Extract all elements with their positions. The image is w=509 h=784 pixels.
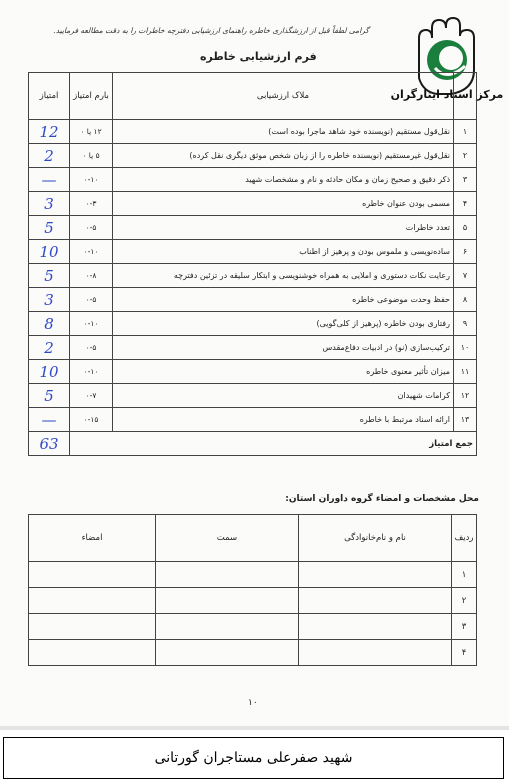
evaluation-row [29, 360, 477, 384]
jury-signature-cell[interactable] [29, 640, 156, 666]
row-number: ۱۳ [454, 408, 477, 432]
evaluation-header-row [29, 73, 477, 120]
jury-position-cell[interactable] [156, 588, 299, 614]
row-max-score: ۰-۱۰ [70, 240, 113, 264]
row-criteria: کرامات شهیدان [113, 384, 454, 408]
evaluation-row [29, 384, 477, 408]
jury-row-number: ۴ [452, 640, 477, 666]
row-score: 3 [29, 192, 70, 216]
header-criteria: ملاک ارزشیابی [113, 73, 454, 120]
row-max-score: ۰-۱۰ [70, 312, 113, 336]
row-number: ۱۱ [454, 360, 477, 384]
row-criteria: میزان تأثیر معنوی خاطره [113, 360, 454, 384]
row-max-score: ۰-۸ [70, 264, 113, 288]
row-score: — [29, 408, 70, 432]
row-criteria: مسمی بودن عنوان خاطره [113, 192, 454, 216]
evaluation-body [29, 120, 477, 432]
row-criteria: ذکر دقیق و صحیح زمان و مکان حادثه و نام و مشخصات شهید [113, 168, 454, 192]
row-number: ۹ [454, 312, 477, 336]
jury-header-num: ردیف [452, 515, 477, 562]
evaluation-row [29, 288, 477, 312]
row-criteria: حفظ وحدت موضوعی خاطره [113, 288, 454, 312]
jury-signature-cell[interactable] [29, 562, 156, 588]
row-max-score: ۰-۱۰ [70, 360, 113, 384]
evaluation-row [29, 336, 477, 360]
header-max: بارم امتیاز [70, 73, 113, 120]
evaluation-row [29, 216, 477, 240]
row-max-score: ۰-۵ [70, 336, 113, 360]
row-number: ۳ [454, 168, 477, 192]
jury-position-cell[interactable] [156, 614, 299, 640]
jury-row [29, 614, 477, 640]
row-number: ۸ [454, 288, 477, 312]
row-criteria: ترکیب‌سازی (نو) در ادبیات دفاع‌مقدس [113, 336, 454, 360]
row-score: 12 [29, 120, 70, 144]
jury-signature-cell[interactable] [29, 588, 156, 614]
jury-position-cell[interactable] [156, 640, 299, 666]
row-criteria: تعدد خاطرات [113, 216, 454, 240]
row-score: 5 [29, 384, 70, 408]
row-number: ۷ [454, 264, 477, 288]
jury-header-signature: امضاء [29, 515, 156, 562]
evaluation-row [29, 312, 477, 336]
total-label: جمع امتیاز [70, 432, 477, 456]
row-max-score: ۰-۱۵ [70, 408, 113, 432]
jury-position-cell[interactable] [156, 562, 299, 588]
row-max-score: ۰-۵ [70, 216, 113, 240]
evaluation-row [29, 264, 477, 288]
jury-row [29, 562, 477, 588]
total-row [29, 432, 477, 456]
jury-row [29, 588, 477, 614]
jury-table [28, 514, 477, 666]
row-max-score: ۰-۳ [70, 192, 113, 216]
row-max-score: ۰-۵ [70, 288, 113, 312]
row-score: 8 [29, 312, 70, 336]
jury-title: محل مشخصات و امضاء گروه داوران استان: [285, 494, 479, 504]
row-criteria: ارائه اسناد مرتبط با خاطره [113, 408, 454, 432]
jury-name-cell[interactable] [299, 588, 452, 614]
jury-name-cell[interactable] [299, 640, 452, 666]
page-number: ۱۰ [248, 698, 258, 708]
evaluation-row [29, 144, 477, 168]
jury-name-cell[interactable] [299, 562, 452, 588]
row-max-score: ۰-۱۰ [70, 168, 113, 192]
row-number: ۱۲ [454, 384, 477, 408]
row-number: ۶ [454, 240, 477, 264]
row-score: 5 [29, 264, 70, 288]
form-title: فرم ارزشیابی خاطره [200, 50, 317, 63]
evaluation-row [29, 168, 477, 192]
row-max-score: ۰-۷ [70, 384, 113, 408]
row-criteria: رعایت نکات دستوری و املایی به همراه خوشنویسی و ابتکار سلیقه در تزئین دفترچه [113, 264, 454, 288]
jury-row [29, 640, 477, 666]
evaluation-table [28, 72, 477, 456]
row-criteria: نقل‌قول غیرمستقیم (نویسنده خاطره را از زبان شخص موثق دیگری نقل کرده) [113, 144, 454, 168]
jury-name-cell[interactable] [299, 614, 452, 640]
jury-row-number: ۳ [452, 614, 477, 640]
row-number: ۲ [454, 144, 477, 168]
header-num [454, 73, 477, 120]
row-max-score: ۵ یا ۰ [70, 144, 113, 168]
jury-header-position: سمت [156, 515, 299, 562]
row-score: 10 [29, 240, 70, 264]
header-score: امتیاز [29, 73, 70, 120]
evaluation-row [29, 120, 477, 144]
jury-row-number: ۲ [452, 588, 477, 614]
jury-body [29, 562, 477, 666]
row-criteria: ساده‌نویسی و ملموس بودن و پرهیز از اطناب [113, 240, 454, 264]
row-criteria: رفتاری بودن خاطره (پرهیز از کلی‌گویی) [113, 312, 454, 336]
jury-row-number: ۱ [452, 562, 477, 588]
evaluation-row [29, 192, 477, 216]
row-score: 2 [29, 336, 70, 360]
row-score: 2 [29, 144, 70, 168]
instruction-note: گرامی لطفاً قبل از ارزشگذاری خاطره راهنمای ارزشیابی دفترچه خاطرات را به دقت مطالعه فرمایید. [53, 26, 369, 35]
total-score: 63 [29, 432, 70, 456]
row-score: 10 [29, 360, 70, 384]
row-max-score: ۱۲ یا ۰ [70, 120, 113, 144]
row-number: ۱۰ [454, 336, 477, 360]
row-score: 5 [29, 216, 70, 240]
evaluation-row [29, 240, 477, 264]
logo-text: مرکز اسناد ایثارگران [390, 88, 504, 101]
row-number: ۵ [454, 216, 477, 240]
row-criteria: نقل‌قول مستقیم (نویسنده خود شاهد ماجرا بوده است) [113, 120, 454, 144]
jury-header-row [29, 515, 477, 562]
row-number: ۴ [454, 192, 477, 216]
caption: شهید صفرعلی مستاجران گورتانی [3, 737, 504, 779]
jury-signature-cell[interactable] [29, 614, 156, 640]
row-score: 3 [29, 288, 70, 312]
jury-header-name: نام و نام‌خانوادگی [299, 515, 452, 562]
row-score: — [29, 168, 70, 192]
evaluation-row [29, 408, 477, 432]
row-number: ۱ [454, 120, 477, 144]
